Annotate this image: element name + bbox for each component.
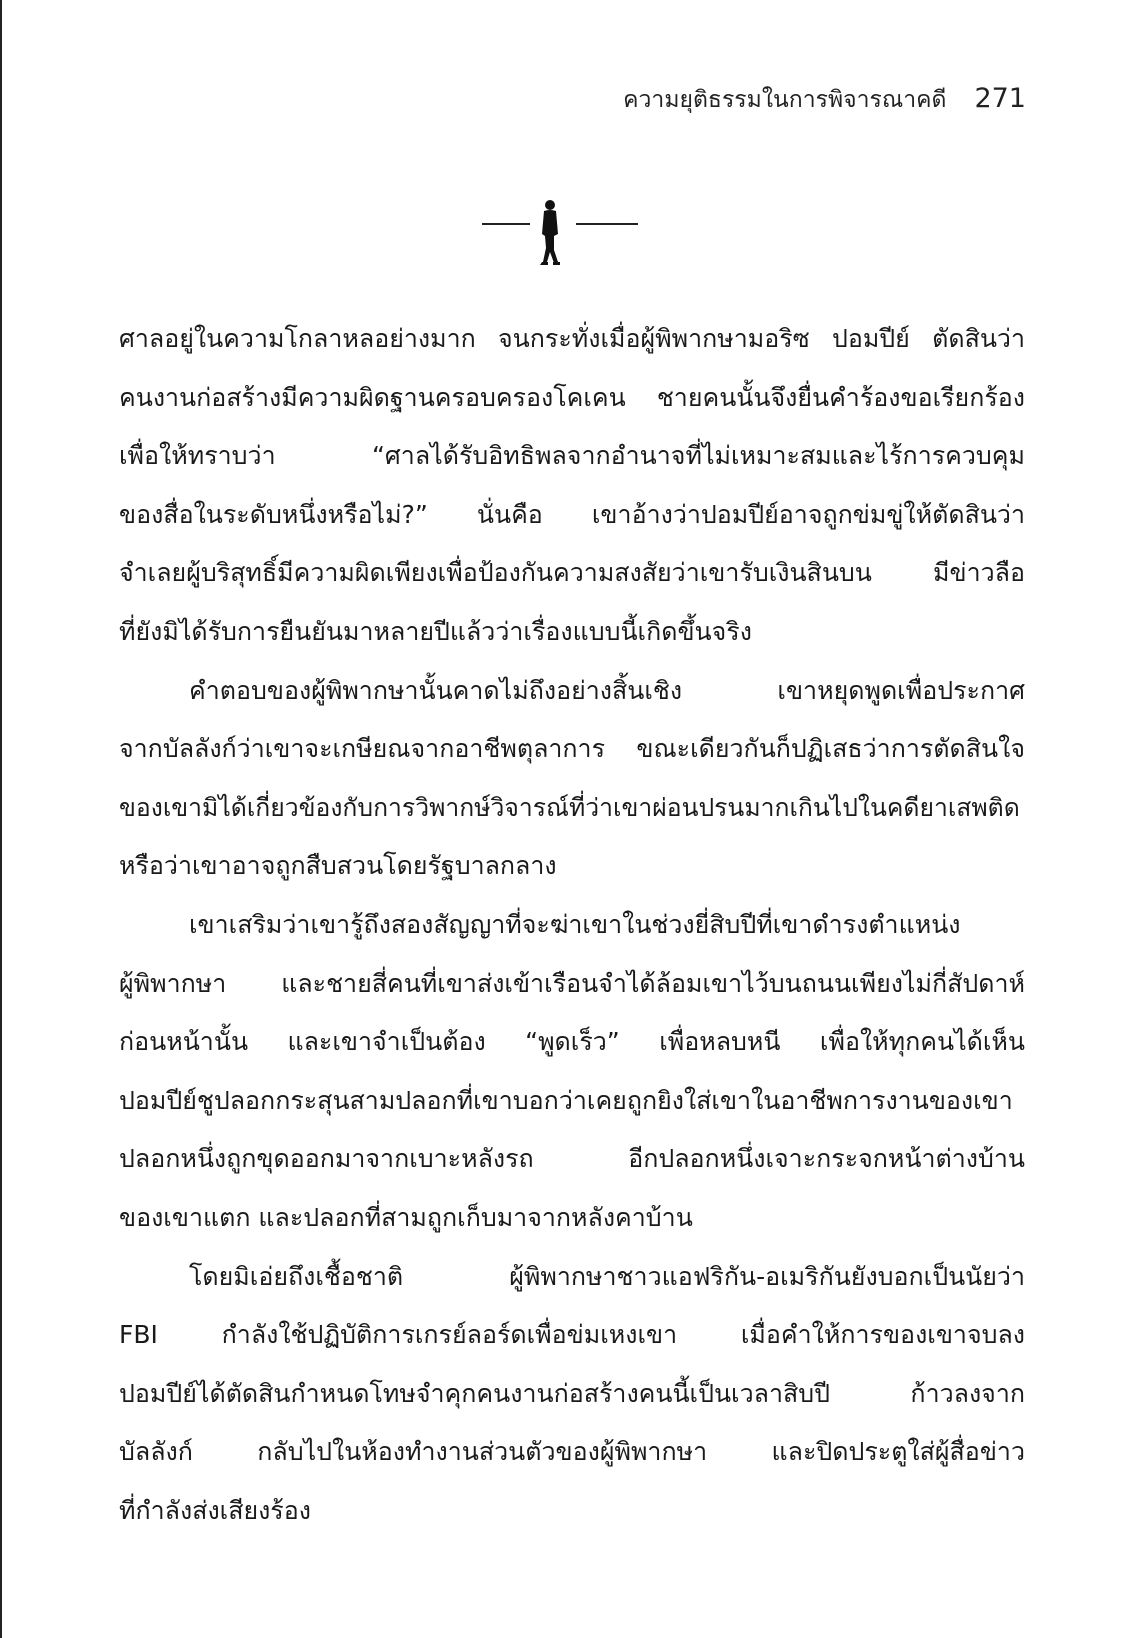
body-text [119,310,1025,1540]
walking-figure-icon [540,200,560,265]
text-line: คนงานก่อสร้างมีความผิดฐานครอบครองโคเคน ชายคนนั้นจึงยื่นคำร้องขอเรียกร้อง [119,382,1025,412]
text-line: ที่กำลังส่งเสียงร้อง [119,1495,311,1525]
text-line: เพื่อให้ทราบว่า “ศาลได้รับอิทธิพลจากอำนาจที่ไม่เหมาะสมและไร้การควบคุม [119,441,1025,471]
text-line: ปอมปีย์ได้ตัดสินกำหนดโทษจำคุกคนงานก่อสร้างคนนี้เป็นเวลาสิบปี ก้าวลงจาก [119,1378,1025,1408]
running-header [623,82,1026,122]
text-line: ของสื่อในระดับหนึ่งหรือไม่?” นั่นคือ เขาอ้างว่าปอมปีย์อาจถูกข่มขู่ให้ตัดสินว่า [119,499,1025,529]
page-number: 271 [974,83,1026,114]
page-edge-rule [0,0,2,1638]
text-line: จากบัลลังก์ว่าเขาจะเกษียณจากอาชีพตุลาการ ขณะเดียวกันก็ปฏิเสธว่าการตัดสินใจ [119,734,1025,764]
text-line: เขาเสริมว่าเขารู้ถึงสองสัญญาที่จะฆ่าเขาในช่วงยี่สิบปีที่เขาดำรงตำแหน่ง [189,909,961,939]
text-line: ของเขาแตก และปลอกที่สามถูกเก็บมาจากหลังคาบ้าน [119,1202,693,1232]
text-line: FBI กำลังใช้ปฏิบัติการเกรย์ลอร์ดเพื่อข่มเหงเขา เมื่อคำให้การของเขาจบลง [119,1320,1025,1350]
text-line: หรือว่าเขาอาจถูกสืบสวนโดยรัฐบาลกลาง [119,851,557,881]
text-line: คำตอบของผู้พิพากษานั้นคาดไม่ถึงอย่างสิ้นเชิง เขาหยุดพูดเพื่อประกาศ [189,675,1025,705]
text-line: ของเขามิได้เกี่ยวข้องกับการวิพากษ์วิจารณ์ที่ว่าเขาผ่อนปรนมากเกินไปในคดียาเสพติด [119,792,1020,822]
text-line: ก่อนหน้านั้น และเขาจำเป็นต้อง “พูดเร็ว” เพื่อหลบหนี เพื่อให้ทุกคนได้เห็น [119,1027,1025,1057]
text-line: จำเลยผู้บริสุทธิ์มีความผิดเพียงเพื่อป้องกันความสงสัยว่าเขารับเงินสินบน มีข่าวลือ [119,558,1025,588]
text-line: บัลลังก์ กลับไปในห้องทำงานส่วนตัวของผู้พิพากษา และปิดประตูใส่ผู้สื่อข่าว [119,1437,1025,1467]
text-line: ปลอกหนึ่งถูกขุดออกมาจากเบาะหลังรถ อีกปลอกหนึ่งเจาะกระจกหน้าต่างบ้าน [119,1144,1025,1174]
text-line: โดยมิเอ่ยถึงเชื้อชาติ ผู้พิพากษาชาวแอฟริกัน-อเมริกันยังบอกเป็นนัยว่า [189,1261,1025,1291]
walking-figure-divider [480,198,660,270]
text-line: ศาลอยู่ในความโกลาหลอย่างมาก จนกระทั่งเมื่อผู้พิพากษามอริซ ปอมปีย์ ตัดสินว่า [119,324,1025,353]
text-line: ปอมปีย์ชูปลอกกระสุนสามปลอกที่เขาบอกว่าเคยถูกยิงใส่เขาในอาชีพการงานของเขา [119,1085,1013,1115]
text-line: ที่ยังมิได้รับการยืนยันมาหลายปีแล้วว่าเรื่องแบบนี้เกิดขึ้นจริง [119,616,752,646]
text-line: ผู้พิพากษา และชายสี่คนที่เขาส่งเข้าเรือนจำได้ล้อมเขาไว้บนถนนเพียงไม่กี่สัปดาห์ [119,968,1025,998]
header-title: ความยุติธรรมในการพิจารณาคดี [623,87,947,113]
